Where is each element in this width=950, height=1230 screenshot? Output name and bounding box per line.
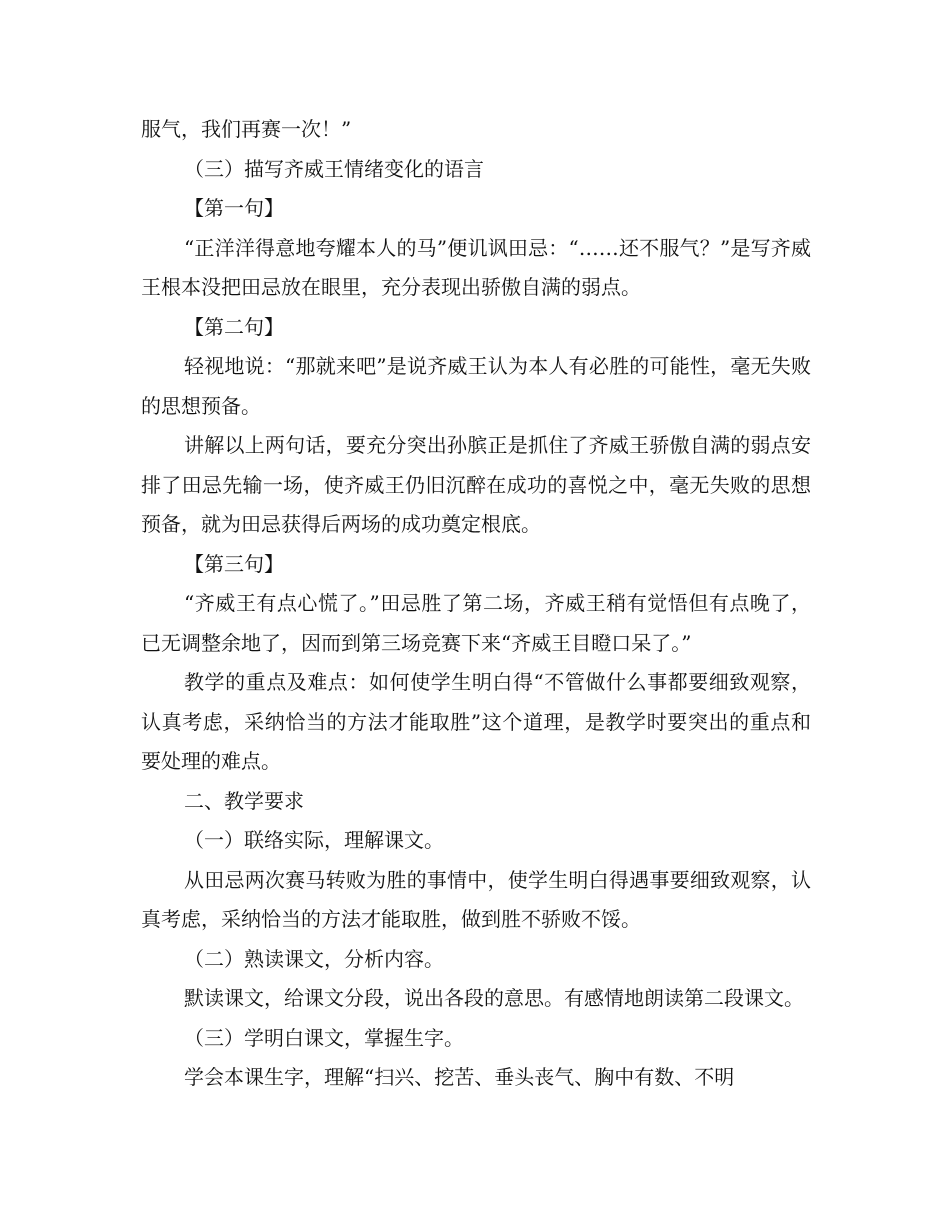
document-body bbox=[141, 110, 811, 1098]
section-heading-language: （三）描写齐威王情绪变化的语言 bbox=[184, 156, 484, 181]
paragraph: 默读课文，给课文分段，说出各段的意思。有感情地朗读第二段课文。 bbox=[184, 986, 804, 1010]
subheading: （二）熟读课文，分析内容。 bbox=[184, 946, 444, 971]
subheading: （三）学明白课文，掌握生字。 bbox=[184, 1025, 464, 1050]
paragraph: “正洋洋得意地夸耀本人的马”便讥讽田忌：“……还不服气？”是写齐威王根本没把田忌放在眼里，充分表现出骄傲自满的弱点。 bbox=[141, 235, 811, 299]
paragraph-continuation: 服气，我们再赛一次！” bbox=[141, 117, 352, 141]
subheading: （一）联络实际，理解课文。 bbox=[184, 828, 444, 852]
paragraph: 学会本课生字，理解“扫兴、挖苦、垂头丧气、胸中有数、不明 bbox=[184, 1065, 735, 1089]
section-heading-requirements: 二、教学要求 bbox=[184, 788, 304, 813]
paragraph: 教学的重点及难点：如何使学生明白得“不管做什么事都要细致观察，认真考虑，采纳恰当的方法才能取胜”这个道理，是教学时要突出的重点和要处理的难点。 bbox=[141, 670, 811, 773]
paragraph: 从田忌两次赛马转败为胜的事情中，使学生明白得遇事要细致观察，认真考虑，采纳恰当的方法才能取胜，做到胜不骄败不馁。 bbox=[141, 867, 811, 931]
sentence-label-second: 【第二句】 bbox=[184, 314, 284, 339]
sentence-label-first: 【第一句】 bbox=[184, 196, 284, 220]
sentence-label-third: 【第三句】 bbox=[184, 551, 284, 576]
paragraph: “齐威王有点心慌了。”田忌胜了第二场，齐威王稍有觉悟但有点晚了，已无调整余地了，因而到第三场竞赛下来“齐威王目瞪口呆了。” bbox=[141, 591, 811, 655]
paragraph: 讲解以上两句话，要充分突出孙膑正是抓住了齐威王骄傲自满的弱点安排了田忌先输一场，使齐威王仍旧沉醉在成功的喜悦之中，毫无失败的思想预备，就为田忌获得后两场的成功奠定根底。 bbox=[141, 433, 811, 536]
paragraph: 轻视地说：“那就来吧”是说齐威王认为本人有必胜的可能性，毫无失败的思想预备。 bbox=[141, 354, 811, 418]
